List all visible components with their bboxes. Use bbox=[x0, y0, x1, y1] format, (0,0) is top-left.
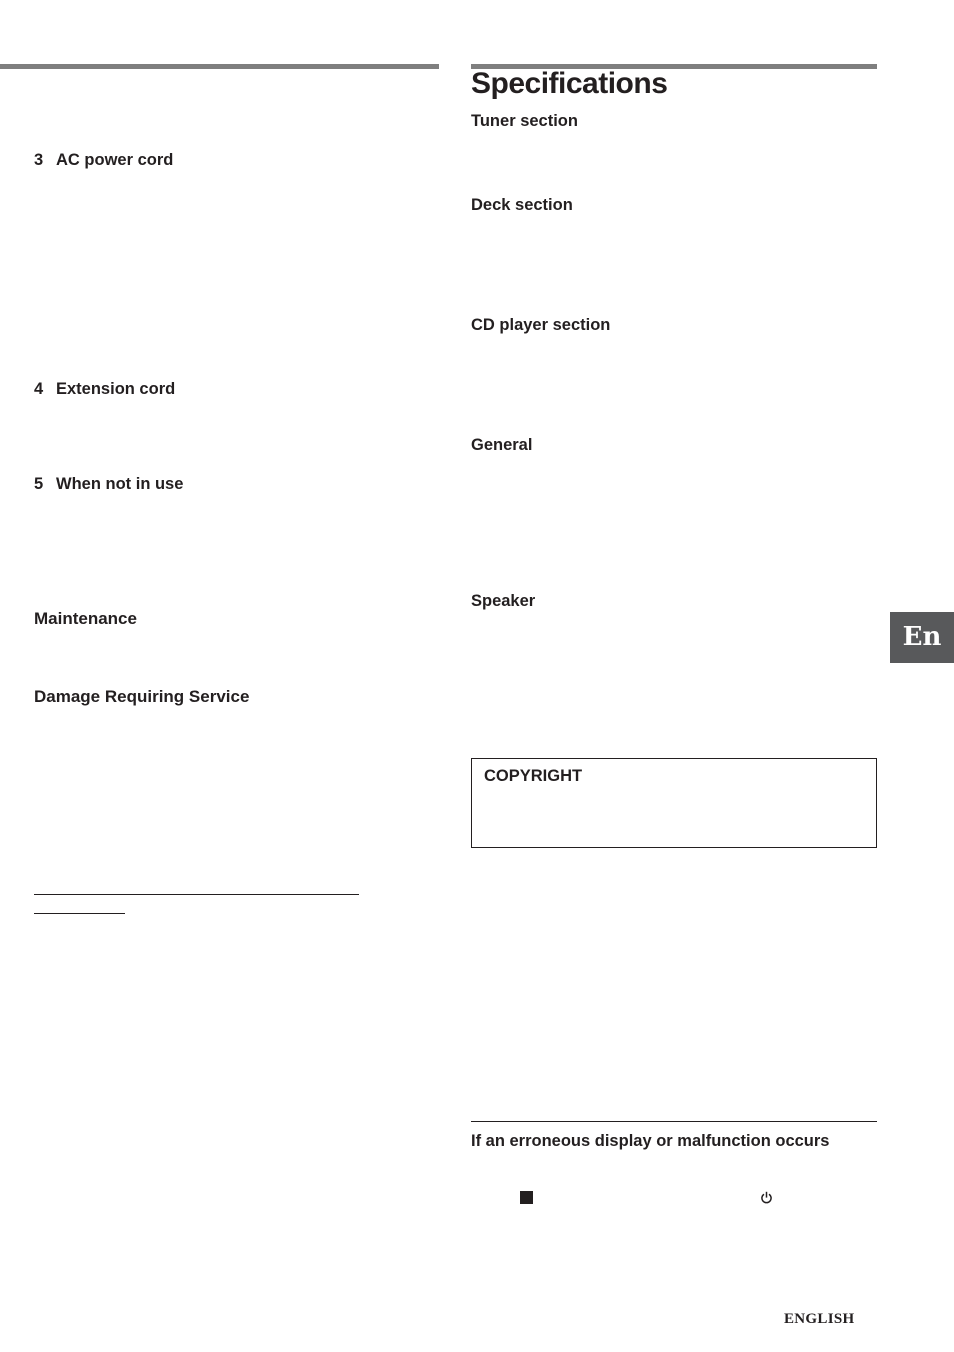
heading-extension-cord bbox=[34, 379, 175, 399]
heading-deck-section: Deck section bbox=[471, 196, 573, 214]
heading-malfunction: If an erroneous display or malfunction occurs bbox=[471, 1132, 830, 1150]
left-rule-short bbox=[34, 913, 125, 914]
heading-when-not-in-use bbox=[34, 474, 183, 494]
stop-square-icon bbox=[520, 1191, 533, 1204]
heading-speaker: Speaker bbox=[471, 592, 536, 610]
page-title: Specifications bbox=[471, 67, 668, 100]
heading-label: AC power cord bbox=[56, 151, 174, 169]
heading-number: 4 bbox=[34, 380, 44, 398]
copyright-box bbox=[471, 758, 877, 848]
heading-tuner-section: Tuner section bbox=[471, 112, 578, 130]
heading-label: Extension cord bbox=[56, 380, 176, 398]
heading-number: 3 bbox=[34, 151, 44, 169]
heading-damage-requiring-service: Damage Requiring Service bbox=[34, 687, 250, 706]
heading-cd-player-section: CD player section bbox=[471, 316, 611, 334]
left-rule-long bbox=[34, 894, 359, 895]
heading-general: General bbox=[471, 436, 533, 454]
language-tab: En bbox=[890, 612, 954, 663]
footer-language: ENGLISH bbox=[784, 1311, 855, 1327]
copyright-title: COPYRIGHT bbox=[484, 767, 583, 785]
power-icon bbox=[760, 1191, 773, 1204]
heading-maintenance: Maintenance bbox=[34, 609, 137, 628]
heading-ac-power-cord bbox=[34, 150, 173, 170]
left-top-rule bbox=[0, 64, 439, 69]
malfunction-rule bbox=[471, 1121, 877, 1122]
heading-number: 5 bbox=[34, 475, 44, 493]
heading-label: When not in use bbox=[56, 475, 184, 493]
